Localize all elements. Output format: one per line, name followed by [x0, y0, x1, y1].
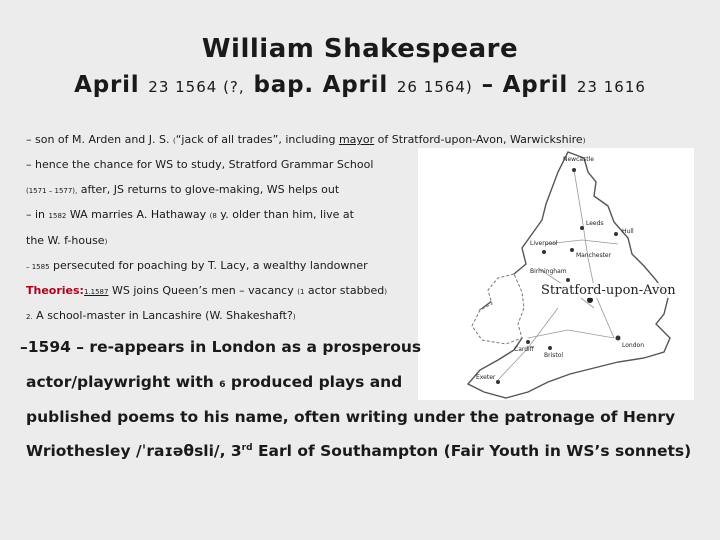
- slide-title: William Shakespeare: [201, 34, 519, 64]
- l4-suffix: y. older than him, live at: [216, 208, 354, 221]
- l1-mid: “jack of all trades”, including: [175, 133, 339, 146]
- bullet-line-2: – hence the chance for WS to study, Stratford Grammar School: [26, 158, 374, 171]
- slide-subtitle-dates: [0, 72, 720, 98]
- label-stratford-upon-avon: Stratford-upon-Avon: [538, 283, 679, 298]
- l8-number: 2.: [26, 313, 33, 321]
- l8-end: ): [292, 313, 296, 321]
- city-dot-birmingham: [566, 278, 570, 282]
- l10-b: produced plays and: [225, 373, 403, 391]
- city-dot-exeter: [496, 380, 500, 384]
- l8-text: A school-master in Lancashire (W. Shakeshaft?: [32, 309, 293, 322]
- l1-mayor: mayor: [338, 133, 375, 146]
- l6-year: – 1585: [26, 263, 50, 271]
- label-liverpool: Liverpool: [530, 240, 558, 247]
- label-exeter: Exeter: [476, 374, 496, 381]
- city-dot-newcastle: [572, 168, 576, 172]
- l1-end: ): [582, 137, 586, 145]
- label-london: London: [622, 342, 644, 349]
- l4-prefix: – in: [26, 208, 49, 221]
- bullet-line-8: [26, 309, 296, 322]
- subtitle-april: April: [74, 72, 140, 98]
- city-dot-liverpool: [542, 250, 546, 254]
- l7-text: WS joins Queen’s men – vacancy: [108, 284, 298, 297]
- l7-end: ): [384, 288, 388, 296]
- city-dot-hull: [614, 232, 618, 236]
- bullet-line-5: [26, 234, 107, 247]
- subtitle-baptism-date: 26 1564): [396, 78, 473, 96]
- city-dot-manchester: [570, 248, 574, 252]
- bullet-line-3: [26, 183, 339, 196]
- city-dot-bristol: [548, 346, 552, 350]
- l4-mid: WA marries A. Hathaway: [66, 208, 210, 221]
- bullet-line-12: [26, 442, 691, 460]
- l6-text: persecuted for poaching by T. Lacy, a wealthy landowner: [49, 259, 368, 272]
- l12-ordinal: rd: [241, 442, 253, 453]
- label-leeds: Leeds: [586, 220, 604, 227]
- city-dot-london: [616, 336, 621, 341]
- subtitle-death-date: 23 1616: [576, 78, 646, 96]
- label-newcastle: Newcastle: [563, 156, 594, 163]
- bullet-line-6: [26, 259, 368, 272]
- l1-paren: (: [173, 137, 176, 145]
- england-map: [418, 148, 694, 400]
- l5-end: ): [104, 238, 108, 246]
- l7-year: 1.1587: [83, 288, 109, 296]
- label-birmingham: Birmingham: [530, 268, 567, 275]
- bullet-line-11: published poems to his name, often writing under the patronage of Henry: [26, 408, 676, 426]
- bullet-line-10: [26, 373, 402, 391]
- l3-years: (1571 – 1577),: [26, 187, 78, 195]
- bullet-line-7: [26, 284, 387, 297]
- city-dot-cardiff: [526, 340, 530, 344]
- label-bristol: Bristol: [544, 352, 564, 359]
- l7-text2: actor stabbed: [304, 284, 385, 297]
- bullet-line-4: [26, 208, 354, 221]
- bullet-line-1: [26, 133, 585, 146]
- l7-paren: (1: [297, 288, 305, 296]
- label-cardiff: Cardiff: [514, 346, 534, 353]
- l5-text: the W. f-house: [26, 234, 105, 247]
- l12-a: Wriothesley /ˈraɪəθsli/, 3: [26, 442, 242, 460]
- l3-text: after, JS returns to glove-making, WS helps out: [77, 183, 340, 196]
- l12-b: Earl of Southampton (Fair Youth in WS’s sonnets): [252, 442, 692, 460]
- l1-suffix: of Stratford-upon-Avon, Warwickshire: [374, 133, 583, 146]
- theories-label: Theories:: [26, 284, 84, 297]
- label-hull: Hull: [622, 228, 634, 235]
- subtitle-death-april: – April: [481, 72, 569, 98]
- l4-year: 1582: [48, 212, 67, 220]
- l10-count: 6: [219, 380, 226, 390]
- l4-years-older: (8: [209, 212, 217, 220]
- subtitle-bap: bap. April: [253, 72, 389, 98]
- label-manchester: Manchester: [576, 252, 612, 259]
- bullet-line-9: –1594 – re-appears in London as a prosperous: [20, 338, 422, 356]
- subtitle-birth-date: 23 1564 (?,: [148, 78, 245, 96]
- city-dot-leeds: [580, 226, 584, 230]
- l1-prefix: – son of M. Arden and J. S.: [26, 133, 173, 146]
- l10-a: actor/playwright with: [26, 373, 220, 391]
